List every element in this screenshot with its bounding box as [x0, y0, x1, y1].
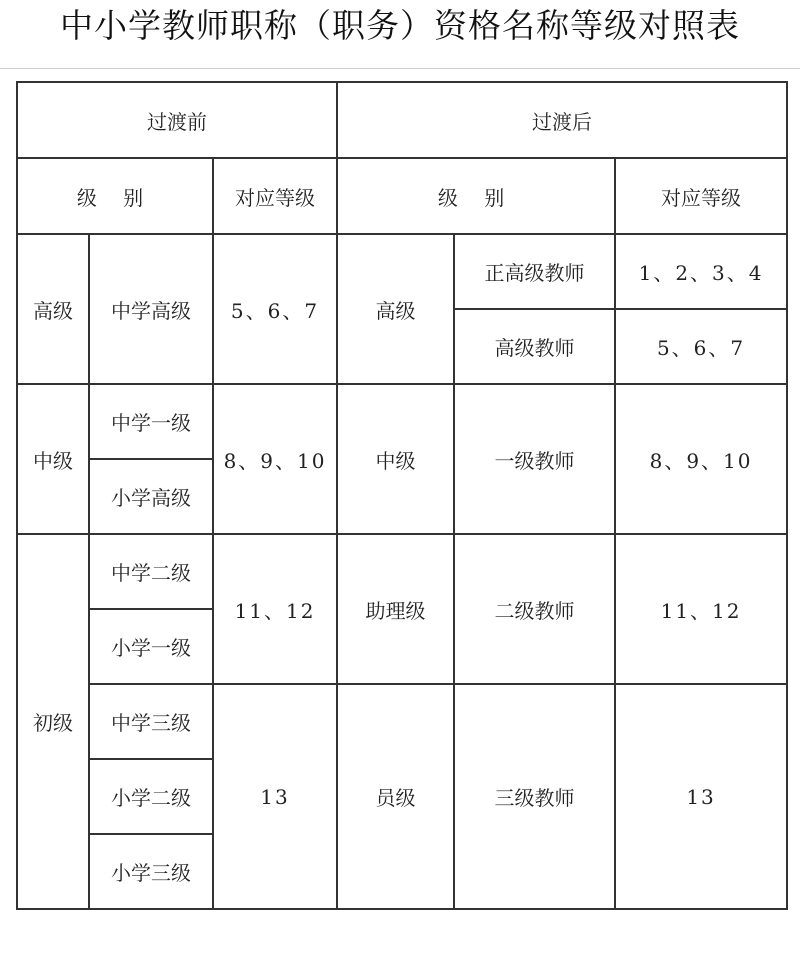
- table-row: [17, 82, 787, 158]
- table-row: [17, 234, 787, 309]
- title-after-staff: 三级教师: [454, 684, 615, 909]
- category-before-senior: 高级: [17, 234, 89, 384]
- page-title: 中小学教师职称（职务）资格名称等级对照表: [60, 6, 740, 45]
- table-row: [17, 384, 787, 459]
- header-level-after: 级 别: [337, 158, 615, 234]
- title-before-assistant-2: 小学一级: [89, 609, 213, 684]
- grades-before-assistant: 11、12: [213, 534, 337, 684]
- grade-comparison-table: [16, 81, 788, 910]
- grades-after-senior-2: 5、6、7: [615, 309, 787, 384]
- grades-after-assistant: 11、12: [615, 534, 787, 684]
- category-before-junior: 初级: [17, 534, 89, 909]
- header-before: 过渡前: [17, 82, 337, 158]
- category-after-staff: 员级: [337, 684, 454, 909]
- title-before-staff-1: 中学三级: [89, 684, 213, 759]
- table-row: [17, 684, 787, 759]
- category-after-assistant: 助理级: [337, 534, 454, 684]
- header-grade-before: 对应等级: [213, 158, 337, 234]
- category-before-middle: 中级: [17, 384, 89, 534]
- title-before-middle-1: 中学一级: [89, 384, 213, 459]
- grades-before-senior: 5、6、7: [213, 234, 337, 384]
- table-row: [17, 158, 787, 234]
- title-after-assistant: 二级教师: [454, 534, 615, 684]
- grades-before-staff: 13: [213, 684, 337, 909]
- category-after-middle: 中级: [337, 384, 454, 534]
- title-before-middle-2: 小学高级: [89, 459, 213, 534]
- title-after-senior-1: 正高级教师: [454, 234, 615, 309]
- title-before-staff-3: 小学三级: [89, 834, 213, 909]
- title-after-senior-2: 高级教师: [454, 309, 615, 384]
- header-level-before: 级 别: [17, 158, 213, 234]
- header-grade-after: 对应等级: [615, 158, 787, 234]
- grades-before-middle: 8、9、10: [213, 384, 337, 534]
- grades-after-middle: 8、9、10: [615, 384, 787, 534]
- title-after-middle: 一级教师: [454, 384, 615, 534]
- table-row: [17, 534, 787, 609]
- title-before-assistant-1: 中学二级: [89, 534, 213, 609]
- title-before-staff-2: 小学二级: [89, 759, 213, 834]
- header-after: 过渡后: [337, 82, 787, 158]
- grades-after-senior-1: 1、2、3、4: [615, 234, 787, 309]
- grades-after-staff: 13: [615, 684, 787, 909]
- category-after-senior: 高级: [337, 234, 454, 384]
- title-before-senior: 中学高级: [89, 234, 213, 384]
- document-sheet: [0, 68, 800, 954]
